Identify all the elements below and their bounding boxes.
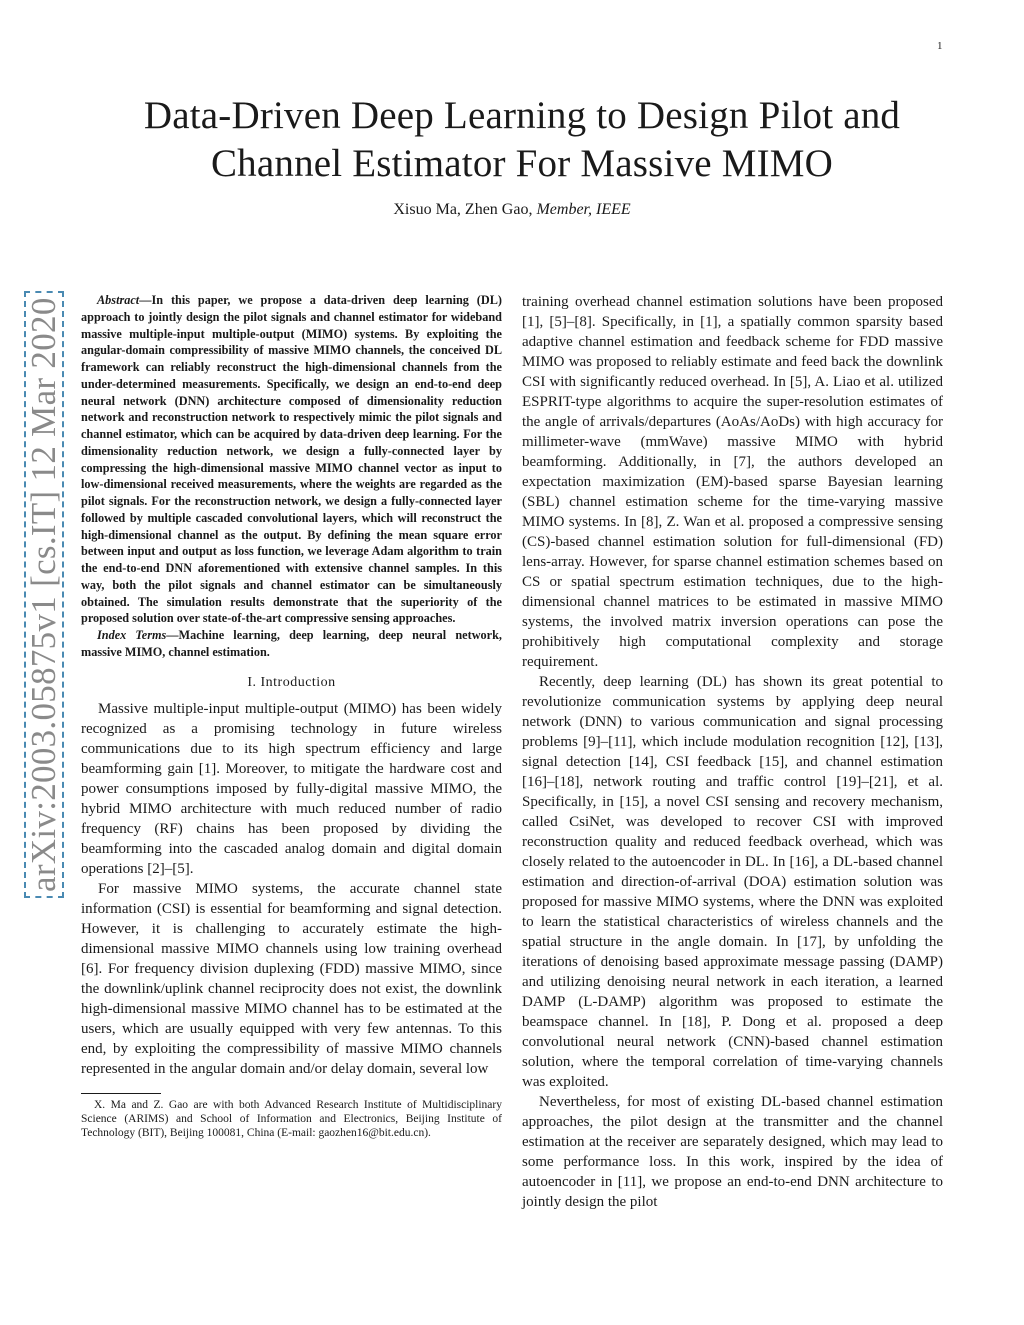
abstract-text: —In this paper, we propose a data-driven deep learning (DL) approach to jointly design the pilot signals and channel estimator for wideband massive multiple-input multiple-output (MIMO) systems. By exploiting the angular-domain compressibility of massive MIMO channels, the conceived DL framework can reliably reconstruct the high-dimensional channels from the under-determined measurements. Specifically, we design an end-to-end deep neural network (DNN) architecture composed of dimensionality reduction network and reconstruction network to respectively mimic the pilot signals and channel estimator, which can be acquired by data-driven deep learning. For the dimensionality reduction network, we design a fully-connected layer by compressing the high-dimensional massive MIMO channel vector as input to low-dimensional received measurements, where the weights are regarded as the pilot signals. For the reconstruction network, we design a fully-connected layer followed by multiple cascaded convolutional layers, which will reconstruct the high-dimensional channel as the output. By defining the mean square error between input and output as loss function, we leverage Adam algorithm to train the end-to-end DNN aforementioned with extensive channel samples. In this way, both the pilot signals and channel estimator can be simultaneously obtained. The simulation results demonstrate that the superiority of the proposed solution over state-of-the-art compressive sensing approaches. bbox=[81, 293, 502, 626]
index-terms bbox=[81, 627, 502, 661]
intro-paragraph-1: Massive multiple-input multiple-output (MIMO) has been widely recognized as a promising technology in future wireless communications due to its high spectrum efficiency and large beamforming gain [1]. Moreover, to mitigate the hardware cost and power consumptions imposed by fully-digital massive MIMO, the hybrid MIMO architecture with much reduced number of radio frequency (RF) chains has been proposed by dividing the beamforming into the cascaded analog domain and digital domain operations [2]–[5]. bbox=[81, 700, 502, 877]
abstract bbox=[81, 292, 502, 627]
section-heading-introduction: I. Introduction bbox=[247, 674, 336, 690]
title-line-1: Data-Driven Deep Learning to Design Pilot and bbox=[143, 94, 901, 137]
author-line bbox=[0, 201, 1024, 219]
title-line-2: Channel Estimator For Massive MIMO bbox=[210, 142, 834, 185]
intro-paragraph-2: For massive MIMO systems, the accurate channel state information (CSI) is essential for beamforming and signal detection. However, it is challenging to accurately estimate the high-dimensional massive MIMO channels using low training overhead [6]. For frequency division duplexing (FDD) massive MIMO, since the downlink/uplink channel reciprocity does not exist, the downlink high-dimensional massive MIMO channel has to be estimated at the users, which are usually equipped with very few antennas. To this end, by exploiting the compressibility of massive MIMO channels represented in the angular domain and/or delay domain, several low bbox=[81, 880, 502, 1077]
left-column bbox=[81, 292, 502, 1140]
footnote-divider bbox=[81, 1093, 161, 1094]
page-number: 1 bbox=[937, 40, 943, 52]
author-affiliation-footnote: X. Ma and Z. Gao are with both Advanced Research Institute of Multidisciplinary Science (ARIMS) and School of Information and Electronics, Beijing Institute of Technology (BIT), Beijing 100081, China (E-mail: gaozhen16@bit.edu.cn). bbox=[81, 1098, 502, 1139]
intro-paragraph-4: Recently, deep learning (DL) has shown its great potential to revolutionize communication systems by applying deep neural network (DNN) to various communication and signal processing problems [9]–[11], which include modulation recognition [12], [13], signal detection [14], CSI feedback [15], and channel estimation [16]–[18], network routing and traffic control [19]–[21], et al. Specifically, in [15], a novel CSI sensing and recovery mechanism, called CsiNet, was developed to recover CSI with improved reconstruction quality and reduced feedback overhead, which was closely related to the autoencoder in DL. In [16], a DL-based channel estimation and direction-of-arrival (DOA) estimation solution was proposed for massive MIMO systems, where the DNN was exploited to learn the statistical characteristics of wireless channels and the spatial structure in the angle domain. In [17], by unfolding the iterations of denoising based approximate message passing (DAMP) and utilizing denoising neural network in each iteration, a learned DAMP (L-DAMP) algorithm was proposed to estimate the beamspace channel. In [18], P. Dong et al. proposed a deep convolutional neural network (CNN)-based channel estimation solution, where the temporal correlation of time-varying channels was exploited. bbox=[522, 674, 943, 1090]
index-terms-text: —Machine learning, deep learning, deep neural network, massive MIMO, channel estimation. bbox=[81, 628, 502, 659]
intro-paragraph-3: training overhead channel estimation solutions have been proposed [1], [5]–[8]. Specifically, in [1], a spatially common sparsity based adaptive channel estimation and feedback scheme for FDD massive MIMO was proposed to reliably estimate and feed back the downlink CSI with significantly reduced overhead. In [5], A. Liao et al. utilized ESPRIT-type algorithms to acquire the super-resolution estimates of the angle of arrivals/departures (AoAs/AoDs) with high accuracy for millimeter-wave (mmWave) massive MIMO with hybrid beamforming. Additionally, in [7], the authors developed an expectation maximization (EM)-based sparse Bayesian learning (SBL) channel estimation scheme for the time-varying massive MIMO systems. In [8], Z. Wan et al. proposed a compressive sensing (CS)-based channel estimation solution for full-dimensional (FD) lens-array. However, for sparse channel estimation schemes based on CS or spatial spectrum estimation techniques, due to the high-dimensional channel matrices to be estimated in massive MIMO systems, the involved matrix inversion operations can pose the prohibitively high computational complexity and storage requirement. bbox=[522, 294, 943, 670]
index-terms-label: Index Terms bbox=[97, 628, 167, 642]
intro-paragraph-5: Nevertheless, for most of existing DL-based channel estimation approaches, the pilot design at the transmitter and the channel estimation at the receiver are separately designed, which may lead to some performance loss. In this work, inspired by the idea of autoencoder in [11], we propose an end-to-end DNN architecture to jointly design the pilot bbox=[522, 1094, 943, 1210]
author-names: Xisuo Ma, Zhen Gao, bbox=[393, 201, 533, 218]
arxiv-identifier: arXiv:2003.05875v1 [cs.IT] 12 Mar 2020 bbox=[24, 291, 64, 898]
right-column bbox=[522, 292, 943, 1212]
paper-title bbox=[60, 92, 984, 188]
author-membership: Member, IEEE bbox=[536, 201, 631, 218]
abstract-label: Abstract bbox=[97, 293, 140, 307]
